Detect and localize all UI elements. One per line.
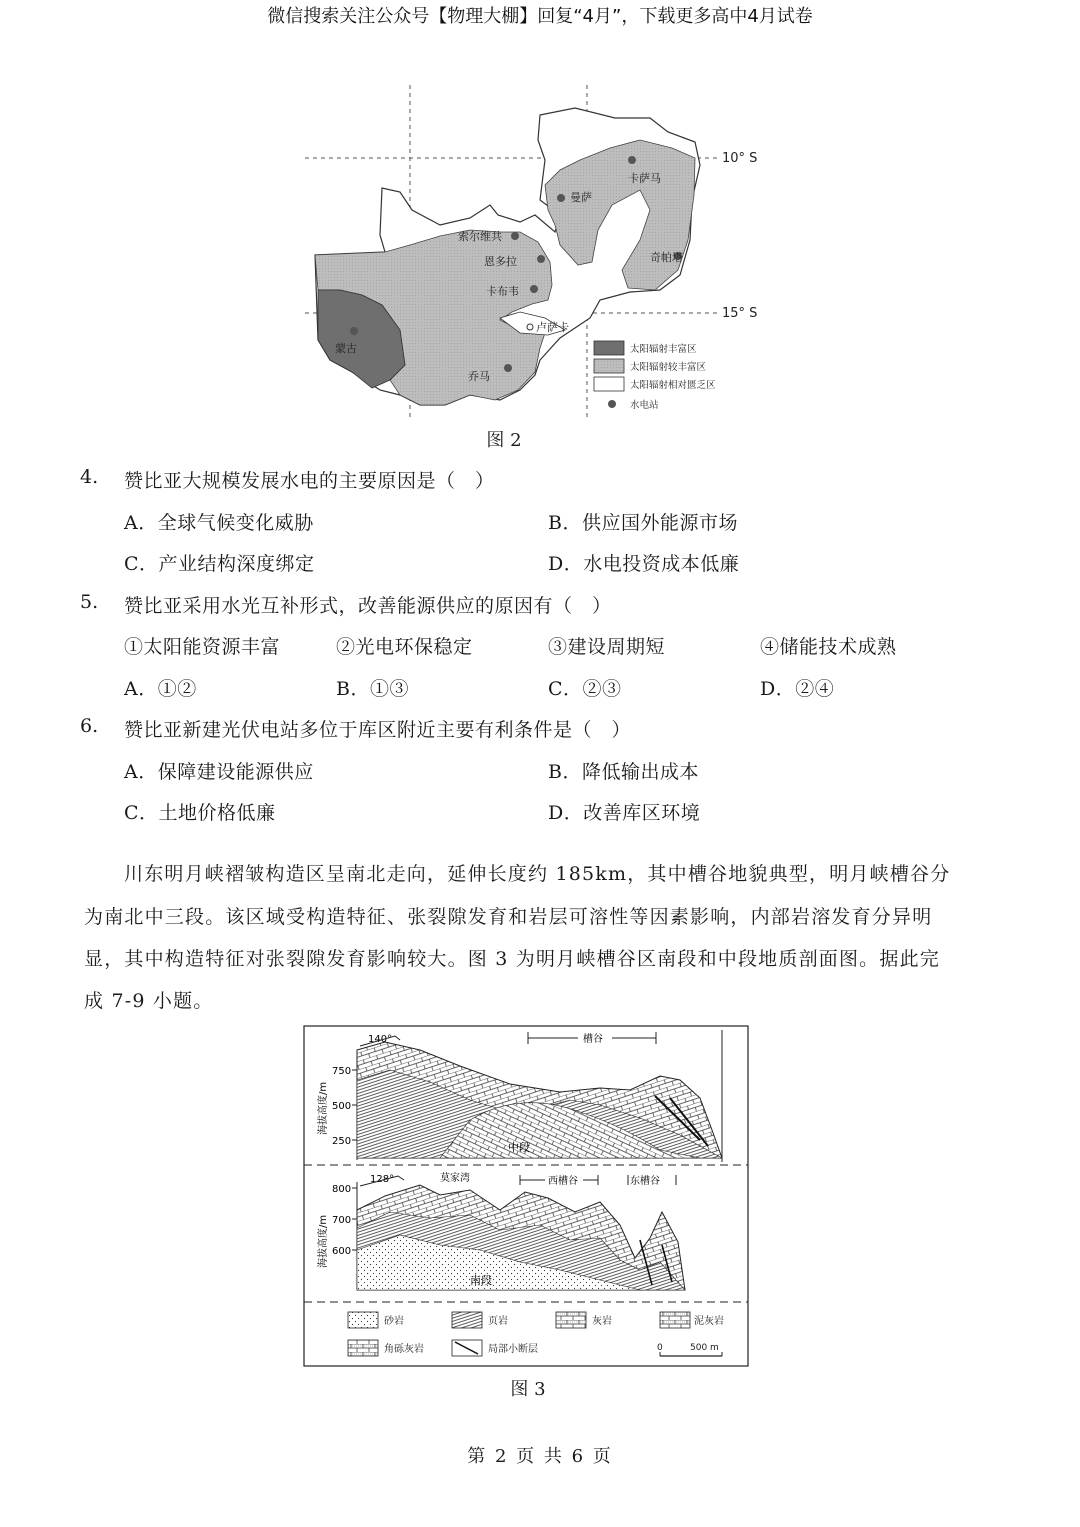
hydro-station-dot <box>557 194 565 202</box>
passage-line-1: 川东明月峡褶皱构造区呈南北走向，延伸长度约 185km，其中槽谷地貌典型，明月峡槽谷分 <box>124 863 951 885</box>
q6-option-a[interactable]: A．保障建设能源供应 <box>124 761 314 783</box>
page-footer: 第 2 页 共 6 页 <box>467 1446 613 1467</box>
zambia-solar-map <box>300 80 780 425</box>
south-angle-label: 128° <box>370 1174 395 1185</box>
hydro-station-dot <box>537 255 545 263</box>
lat-15-label: 15° S <box>722 306 758 321</box>
legend-swatch-breccia <box>348 1340 378 1356</box>
legend-swatch-limestone <box>556 1312 586 1328</box>
city-label: 奇帕塔 <box>650 251 683 264</box>
legend-swatch-marl <box>660 1312 690 1328</box>
capital-dot <box>527 324 533 330</box>
city-label: 索尔维共 <box>458 230 502 243</box>
hydro-station-dot <box>350 327 358 335</box>
legend-label: 水电站 <box>630 400 659 411</box>
passage-line-2: 为南北中三段。该区域受构造特征、张裂隙发育和岩层可溶性等因素影响，内部岩溶发育分异明 <box>84 906 933 928</box>
y-tick-label: 800 <box>332 1184 352 1195</box>
south-section-label: 南段 <box>470 1274 492 1287</box>
middle-section-label: 中段 <box>508 1141 530 1154</box>
legend-label: 页岩 <box>488 1316 508 1327</box>
middle-angle-label: 140° <box>368 1034 393 1045</box>
city-label: 曼萨 <box>570 191 592 204</box>
city-label: 乔马 <box>468 370 490 383</box>
city-label: 恩多拉 <box>484 255 517 268</box>
y-tick-label: 250 <box>332 1136 352 1147</box>
q5-option-b[interactable]: B．①③ <box>336 678 409 700</box>
hydro-station-dot <box>628 156 636 164</box>
q5-item-1: ①太阳能资源丰富 <box>124 636 281 658</box>
city-label: 卡萨马 <box>628 172 661 185</box>
legend-label: 太阳辐射丰富区 <box>630 344 697 355</box>
legend-swatch-moderate <box>594 359 624 373</box>
scale-zero: 0 <box>657 1343 663 1353</box>
legend-label: 灰岩 <box>592 1316 612 1327</box>
q5-number: 5. <box>80 591 99 613</box>
south-place-label: 莫家湾 <box>440 1173 470 1184</box>
q4-option-c[interactable]: C．产业结构深度绑定 <box>124 553 315 575</box>
q4-option-b[interactable]: B．供应国外能源市场 <box>548 512 738 534</box>
legend-label: 局部小断层 <box>488 1344 538 1355</box>
scale-length: 500 m <box>690 1343 719 1353</box>
legend-label: 砂岩 <box>384 1316 404 1327</box>
y-tick-label: 500 <box>332 1101 352 1112</box>
figure3-caption: 图 3 <box>510 1379 546 1400</box>
figure2-caption: 图 2 <box>486 430 522 451</box>
q6-option-b[interactable]: B．降低输出成本 <box>548 761 699 783</box>
hydro-station-dot <box>504 364 512 372</box>
middle-valley-label: 槽谷 <box>583 1034 603 1045</box>
map-legend <box>594 341 716 411</box>
q6-option-c[interactable]: C．土地价格低廉 <box>124 802 276 824</box>
y-tick-label: 600 <box>332 1246 352 1257</box>
legend-label: 太阳辐射较丰富区 <box>630 362 707 373</box>
west-valley-label: 西槽谷 <box>548 1176 578 1187</box>
y-tick-label: 700 <box>332 1215 352 1226</box>
q5-option-a[interactable]: A．①② <box>124 678 197 700</box>
page-header: 微信搜索关注公众号【物理大棚】回复“4月”，下载更多高中4月试卷 <box>267 6 813 27</box>
city-label: 蒙古 <box>335 342 357 355</box>
hydro-station-dot <box>530 285 538 293</box>
east-valley-label: 东槽谷 <box>630 1176 660 1187</box>
legend-swatch-hydro <box>608 400 616 408</box>
q6-number: 6. <box>80 715 99 737</box>
legend-label: 太阳辐射相对匮乏区 <box>630 380 716 391</box>
q5-item-4: ④储能技术成熟 <box>760 636 897 658</box>
q5-stem: 赞比亚采用水光互补形式，改善能源供应的原因有（ ） <box>124 595 612 617</box>
q4-stem: 赞比亚大规模发展水电的主要原因是（ ） <box>124 470 495 492</box>
legend-label: 角砾灰岩 <box>384 1344 424 1355</box>
legend-label: 泥灰岩 <box>694 1316 724 1327</box>
legend-swatch-sandstone <box>348 1312 378 1328</box>
lat-10-label: 10° S <box>722 151 758 166</box>
city-label: 卢萨卡 <box>536 321 569 334</box>
geologic-profile-figure <box>300 1022 752 1370</box>
passage-line-3: 显，其中构造特征对张裂隙发育影响较大。图 3 为明月峡槽谷区南段和中段地质剖面图。据此完 <box>84 948 940 970</box>
hydro-station-dot <box>511 232 519 240</box>
y-axis-label: 海拔高度/m <box>318 1081 329 1135</box>
y-axis-label: 海拔高度/m <box>318 1214 329 1268</box>
legend-swatch-shale <box>452 1312 482 1328</box>
legend-swatch-poor <box>594 377 624 391</box>
passage-line-4: 成 7-9 小题。 <box>84 990 214 1012</box>
q6-stem: 赞比亚新建光伏电站多位于库区附近主要有利条件是（ ） <box>124 719 632 741</box>
q5-option-d[interactable]: D．②④ <box>760 678 835 700</box>
q4-number: 4. <box>80 466 99 488</box>
q5-option-c[interactable]: C．②③ <box>548 678 622 700</box>
city-label: 卡布韦 <box>486 285 519 298</box>
legend-swatch-rich <box>594 341 624 355</box>
y-tick-label: 750 <box>332 1066 352 1077</box>
q6-option-d[interactable]: D．改善库区环境 <box>548 802 701 824</box>
q5-item-3: ③建设周期短 <box>548 636 666 658</box>
q4-option-d[interactable]: D．水电投资成本低廉 <box>548 553 740 575</box>
q5-item-2: ②光电环保稳定 <box>336 636 473 658</box>
q4-option-a[interactable]: A．全球气候变化威胁 <box>124 512 314 534</box>
